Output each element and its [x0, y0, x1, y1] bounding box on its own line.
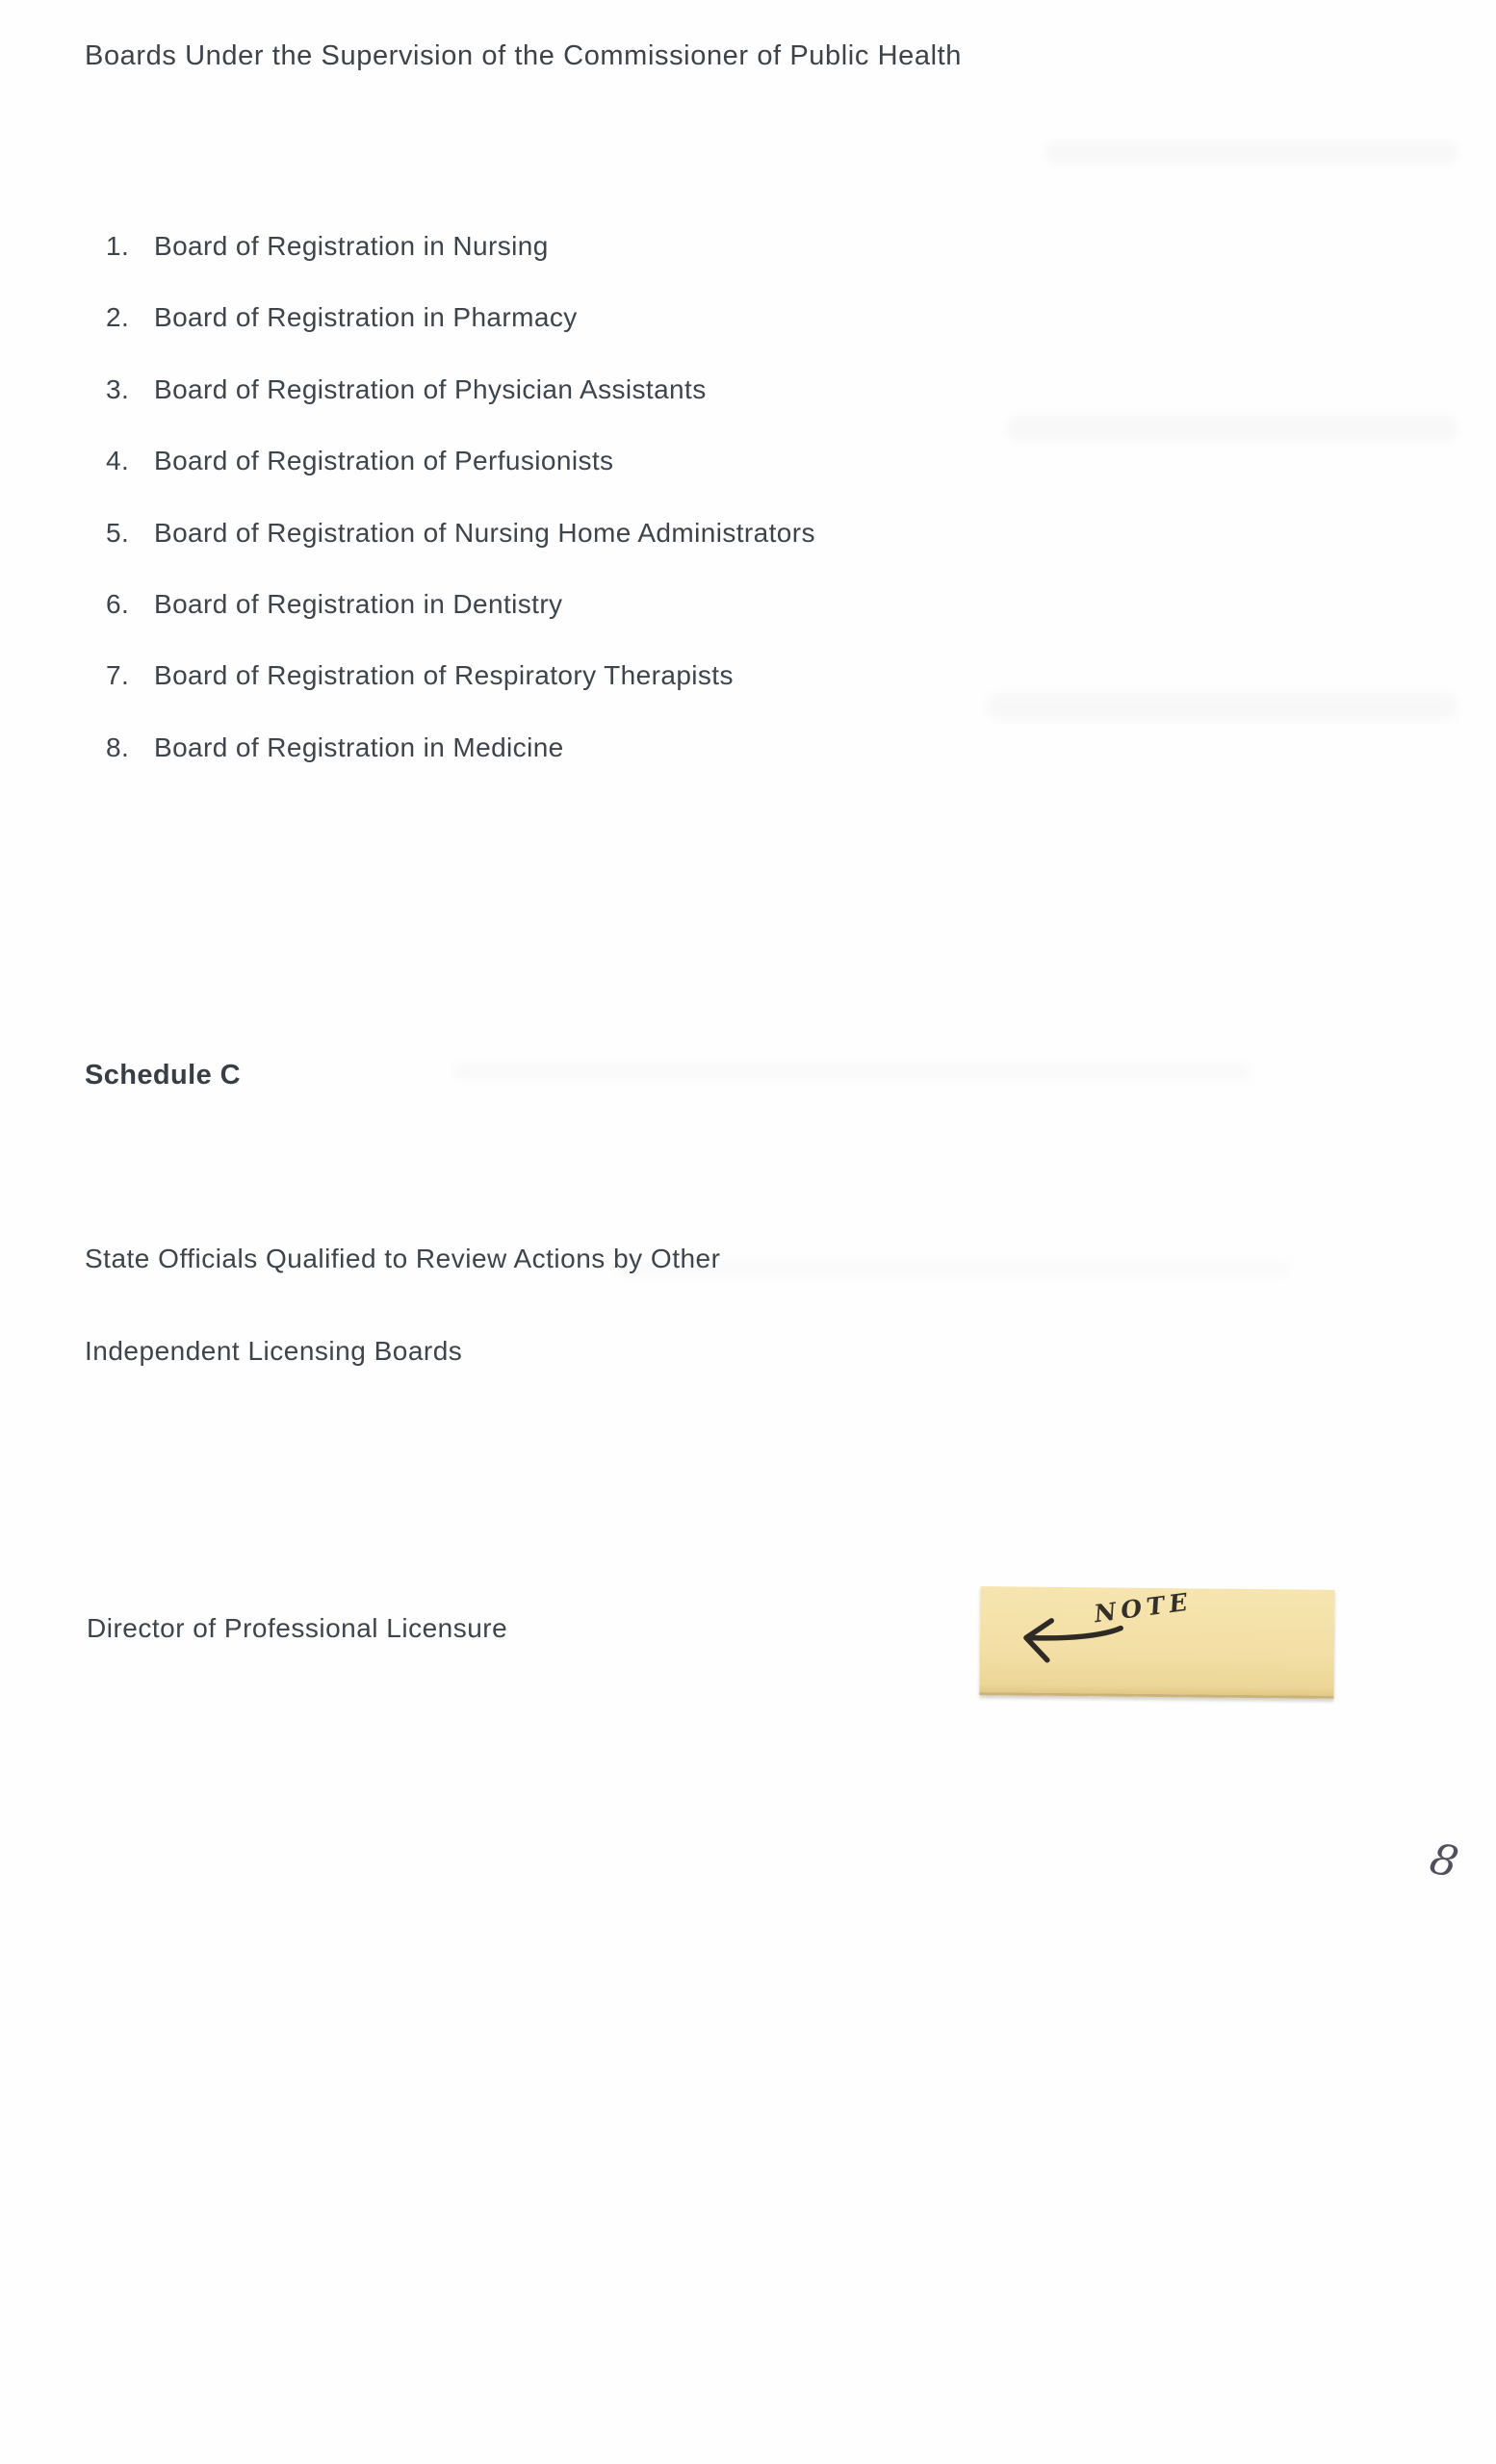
handwritten-page-number: 8: [1425, 1834, 1463, 1888]
list-item-number: 7.: [106, 660, 130, 691]
list-item: [106, 302, 815, 346]
list-item: [106, 231, 815, 275]
schedule-c-heading: Schedule C: [85, 1060, 241, 1091]
list-item-label: Board of Registration in Pharmacy: [154, 302, 578, 333]
list-item-number: 8.: [106, 732, 130, 762]
list-item: [106, 446, 815, 490]
list-item-number: 2.: [106, 302, 130, 333]
list-item: [106, 660, 815, 705]
scan-artifact: [452, 1063, 1251, 1080]
list-item-number: 3.: [106, 373, 130, 404]
list-item-label: Board of Registration in Nursing: [154, 231, 549, 261]
list-item: [106, 374, 815, 419]
scan-artifact: [1006, 416, 1458, 441]
schedule-description-line-1: State Officials Qualified to Review Actions by Other: [85, 1244, 721, 1273]
board-list: [106, 231, 815, 804]
list-item-number: 4.: [106, 446, 130, 476]
list-item-number: 6.: [106, 588, 130, 619]
list-item-label: Board of Registration in Dentistry: [154, 588, 563, 619]
list-item: [106, 518, 815, 562]
list-item: [106, 589, 815, 633]
list-item-label: Board of Registration in Medicine: [154, 732, 564, 762]
list-item-label: Board of Registration of Respiratory Therapists: [154, 660, 734, 691]
list-item-number: 5.: [106, 517, 130, 548]
list-item-label: Board of Registration of Nursing Home Administrators: [154, 517, 815, 548]
sticky-note-text: NOTE: [1092, 1587, 1195, 1629]
page-title: Boards Under the Supervision of the Commissioner of Public Health: [85, 40, 963, 71]
list-item-label: Board of Registration of Physician Assistants: [154, 373, 707, 404]
scan-artifact: [987, 693, 1458, 720]
scan-artifact: [1045, 142, 1458, 164]
schedule-description-line-2: Independent Licensing Boards: [85, 1336, 463, 1366]
list-item-number: 1.: [106, 231, 130, 261]
list-item-label: Board of Registration of Perfusionists: [154, 446, 614, 476]
list-item: [106, 732, 815, 777]
director-line: Director of Professional Licensure: [87, 1613, 508, 1643]
sticky-note: [979, 1586, 1334, 1699]
